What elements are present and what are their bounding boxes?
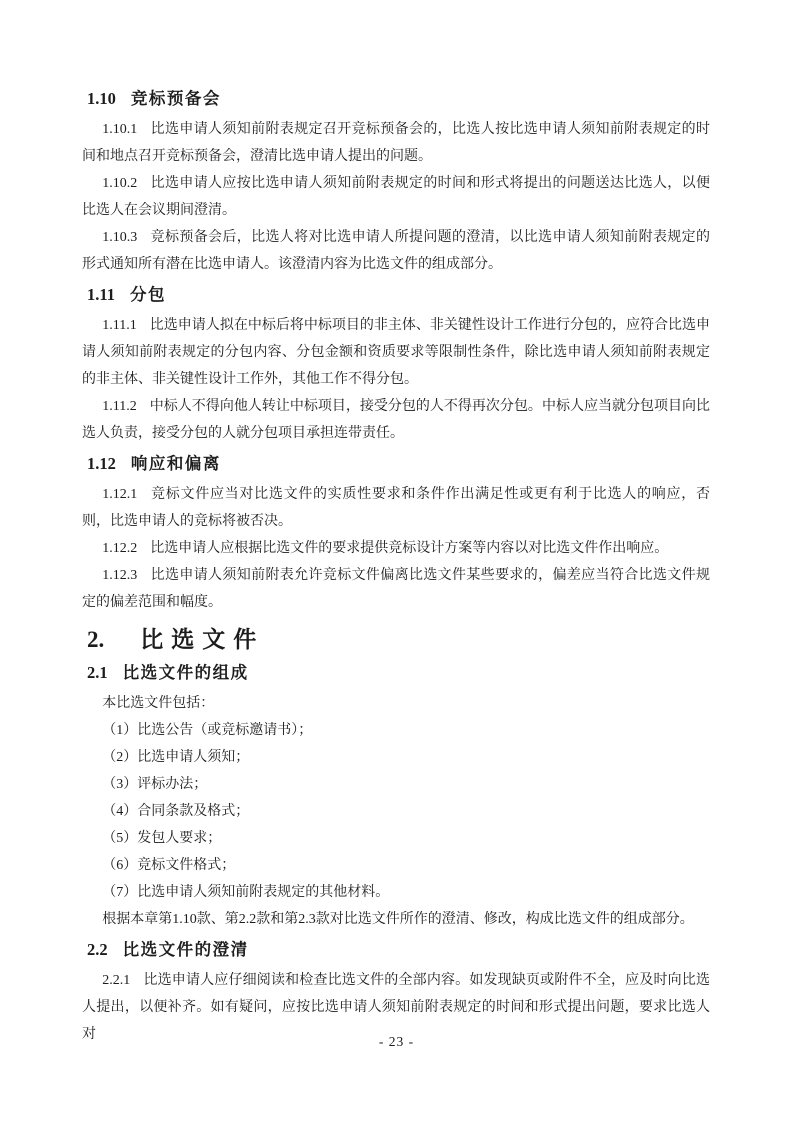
- clause-1-10-3: [82, 224, 710, 278]
- clause-number: 1.11.2: [102, 399, 137, 414]
- clause-text: 比选申请人应仔细阅读和检查比选文件的全部内容。如发现缺页或附件不全，应及时向比选人提出，以便补齐。如有疑问，应按比选申请人须知前附表规定的时间和形式提出问题，要求比选人对: [82, 973, 710, 1042]
- list-item-6: [82, 852, 710, 879]
- clause-1-11-1: [82, 312, 710, 393]
- list-item-4: [82, 798, 710, 825]
- clause-1-10-1: [82, 116, 710, 170]
- chapter-title: 比选文件: [140, 627, 265, 652]
- page-footer: [0, 1034, 793, 1050]
- section-number: 2.1: [87, 663, 108, 682]
- clause-1-10-2: [82, 170, 710, 224]
- section-heading-1-11: [87, 283, 710, 307]
- clause-text: 比选申请人拟在中标后将中标项目的非主体、非关键性设计工作进行分包的，应符合比选申请人须知前附表规定的分包内容、分包金额和资质要求等限制性条件，除比选申请人须知前附表规定的非主体、非关键性设计工作外，其他工作不得分包。: [82, 318, 710, 387]
- clause-text: 比选申请人应按比选申请人须知前附表规定的时间和形式将提出的问题送达比选人，以便比选人在会议期间澄清。: [82, 176, 710, 218]
- list-item-text: （7）比选申请人须知前附表规定的其他材料。: [102, 885, 390, 900]
- clause-1-12-3: [82, 562, 710, 616]
- section-number: 2.2: [87, 940, 108, 959]
- page-number: - 23 -: [378, 1034, 415, 1049]
- clause-number: 1.12.2: [102, 541, 138, 556]
- clause-text: 比选申请人须知前附表允许竞标文件偏离比选文件某些要求的，偏差应当符合比选文件规定的偏差范围和幅度。: [82, 568, 710, 610]
- section-number: 1.12: [87, 454, 116, 473]
- note-text: 根据本章第1.10款、第2.2款和第2.3款对比选文件所作的澄清、修改，构成比选文件的组成部分。: [102, 912, 694, 927]
- section-title: 分包: [129, 285, 166, 304]
- clause-number: 1.10.2: [102, 176, 138, 191]
- clause-text: 比选申请人应根据比选文件的要求提供竞标设计方案等内容以对比选文件作出响应。: [150, 541, 669, 556]
- section-title: 竞标预备会: [130, 89, 221, 108]
- list-item-text: （3）评标办法；: [102, 777, 208, 792]
- section-number: 1.10: [87, 89, 116, 108]
- clause-text: 竞标预备会后，比选人将对比选申请人所提问题的澄清，以比选申请人须知前附表规定的形式通知所有潜在比选申请人。该澄清内容为比选文件的组成部分。: [82, 230, 710, 272]
- list-intro: [82, 690, 710, 717]
- list-item-7: [82, 879, 710, 906]
- list-item-text: （1）比选公告（或竞标邀请书）；: [102, 723, 313, 738]
- list-item-1: [82, 717, 710, 744]
- section-title: 比选文件的组成: [122, 663, 249, 682]
- list-item-2: [82, 744, 710, 771]
- section-number: 1.11: [87, 285, 115, 304]
- section-title: 响应和偏离: [130, 454, 221, 473]
- clause-number: 2.2.1: [102, 973, 131, 988]
- chapter-number: 2.: [87, 627, 105, 652]
- clause-text: 中标人不得向他人转让中标项目，接受分包的人不得再次分包。中标人应当就分包项目向比选人负责，接受分包的人就分包项目承担连带责任。: [82, 399, 710, 441]
- clause-text: 比选申请人须知前附表规定召开竞标预备会的，比选人按比选申请人须知前附表规定的时间和地点召开竞标预备会，澄清比选申请人提出的问题。: [82, 122, 710, 164]
- list-item-text: （6）竞标文件格式；: [102, 858, 236, 873]
- clause-number: 1.12.1: [102, 487, 138, 502]
- list-item-text: （2）比选申请人须知；: [102, 750, 250, 765]
- list-item-text: （5）发包人要求；: [102, 831, 222, 846]
- composition-note: [82, 906, 710, 933]
- list-item-3: [82, 771, 710, 798]
- chapter-heading-2: [87, 625, 710, 655]
- clause-1-11-2: [82, 393, 710, 447]
- section-heading-1-10: [87, 87, 710, 111]
- clause-text: 竞标文件应当对比选文件的实质性要求和条件作出满足性或更有利于比选人的响应，否则，比选申请人的竞标将被否决。: [82, 487, 710, 529]
- clause-number: 1.11.1: [102, 318, 137, 333]
- section-heading-2-1: [87, 661, 710, 685]
- clause-1-12-1: [82, 481, 710, 535]
- clause-1-12-2: [82, 535, 710, 562]
- clause-number: 1.12.3: [102, 568, 138, 583]
- list-item-text: （4）合同条款及格式；: [102, 804, 250, 819]
- intro-text: 本比选文件包括：: [102, 696, 215, 711]
- section-title: 比选文件的澄清: [122, 940, 249, 959]
- clause-number: 1.10.3: [102, 230, 138, 245]
- clause-number: 1.10.1: [102, 122, 138, 137]
- section-heading-2-2: [87, 938, 710, 962]
- section-heading-1-12: [87, 452, 710, 476]
- list-item-5: [82, 825, 710, 852]
